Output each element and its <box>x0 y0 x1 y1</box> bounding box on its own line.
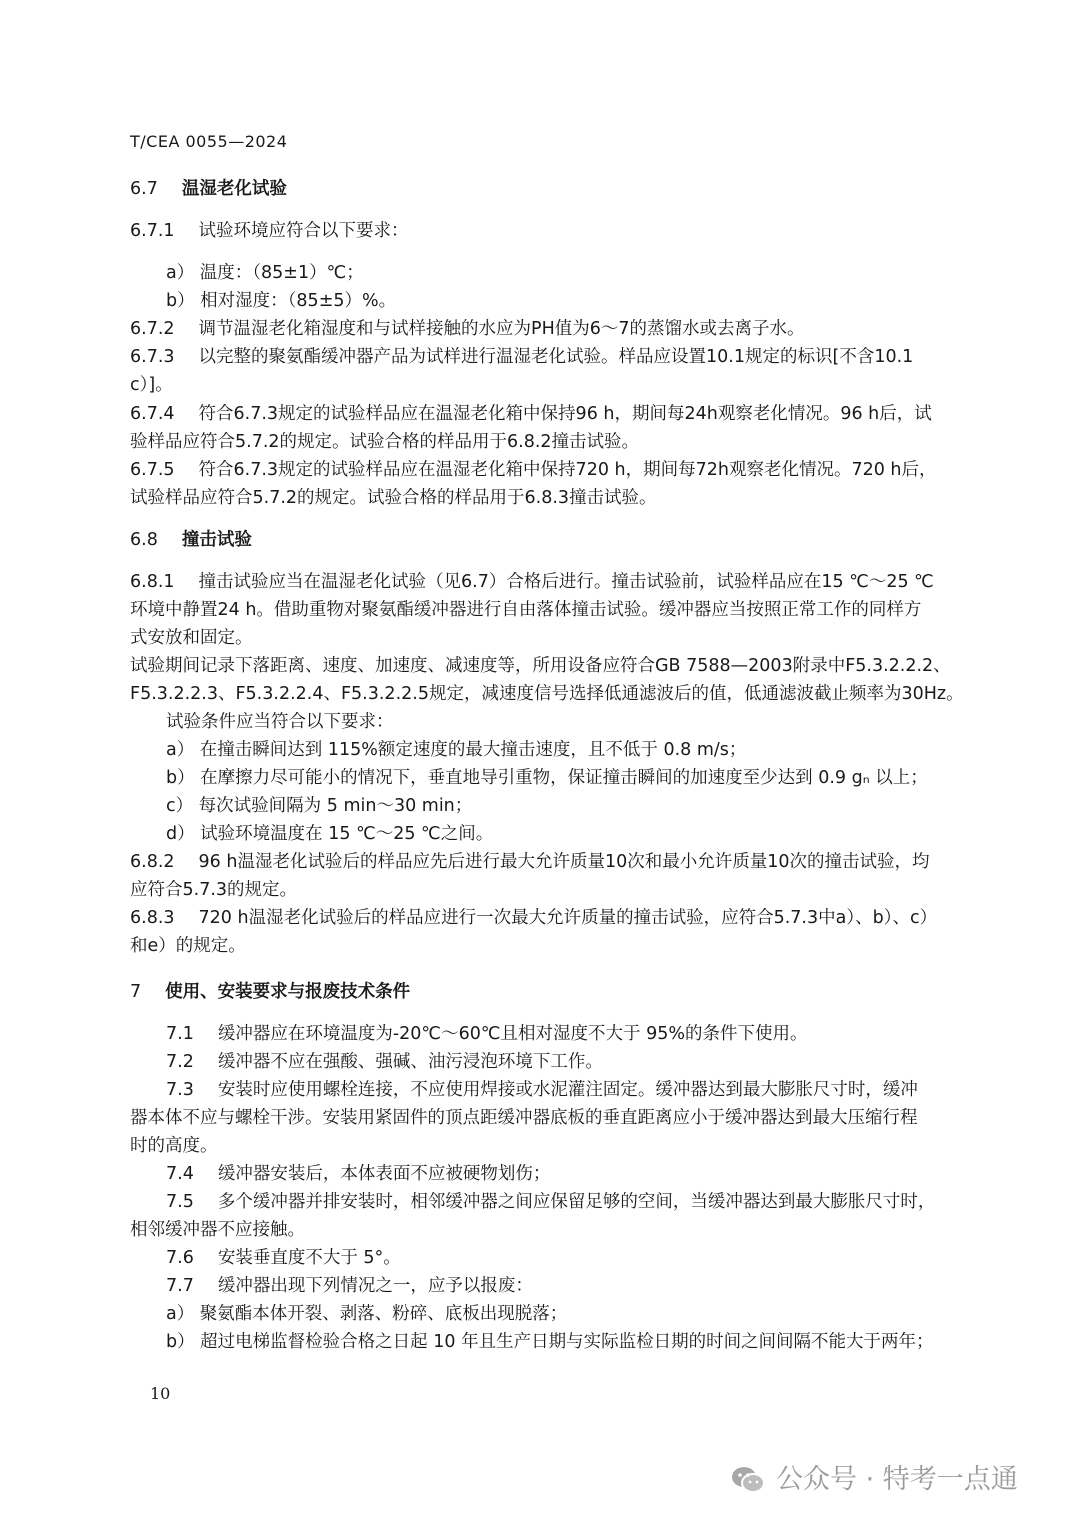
text-line <box>166 262 1016 284</box>
text-line <box>166 823 1016 845</box>
watermark-text: 公众号 · 特考一点通 <box>776 1464 1018 1495</box>
clause-text: b） 超过电梯监督检验合格之日起 10 年且生产日期与实际监检日期的时间之间间隔不能大于两年； <box>166 1332 934 1352</box>
clause-text: 环境中静置24 h。借助重物对聚氨酯缓冲器进行自由落体撞击试验。缓冲器应当按照正常工作的同样方 <box>130 600 922 620</box>
text-line <box>130 879 980 901</box>
clause-number: 6.8.3 <box>130 908 175 928</box>
text-line <box>166 1331 1016 1353</box>
clause-text: a） 温度：（85±1）℃； <box>166 263 364 283</box>
clause-text: 符合6.7.3规定的试验样品应在温湿老化箱中保持720 h，期间每72h观察老化情况。720 h后， <box>198 460 937 480</box>
text-line <box>166 1023 1016 1045</box>
clause-text: 安装垂直度不大于 5°。 <box>217 1248 401 1268</box>
text-line <box>130 374 980 396</box>
clause-text: 温湿老化试验 <box>181 179 287 199</box>
clause-number: 6.7.5 <box>130 460 175 480</box>
clause-text: b） 相对湿度：（85±5）%。 <box>166 291 397 311</box>
text-line <box>130 655 980 677</box>
clause-text: 试验条件应当符合以下要求： <box>166 712 394 732</box>
text-line <box>130 981 980 1003</box>
clause-number: 7.3 <box>166 1080 194 1100</box>
text-line <box>130 459 980 481</box>
text-line <box>130 403 980 425</box>
clause-text: a） 聚氨酯本体开裂、剥落、粉碎、底板出现脱落； <box>166 1304 568 1324</box>
clause-text: 安装时应使用螺栓连接，不应使用焊接或水泥灌注固定。缓冲器达到最大膨胀尺寸时，缓冲 <box>217 1080 918 1100</box>
text-line <box>130 907 980 929</box>
text-line <box>130 178 980 200</box>
clause-number: 6.7.4 <box>130 404 175 424</box>
clause-number: 7.2 <box>166 1052 194 1072</box>
text-line <box>130 1219 980 1241</box>
clause-text: F5.3.2.2.3、F5.3.2.2.4、F5.3.2.2.5规定，减速度信号选择低通滤波后的值，低通滤波截止频率为30Hz。 <box>130 684 964 704</box>
text-line <box>130 220 980 242</box>
text-line <box>166 1275 1016 1297</box>
clause-text: 相邻缓冲器不应接触。 <box>130 1220 305 1240</box>
text-line <box>166 711 1016 733</box>
clause-number: 6.7.1 <box>130 221 175 241</box>
text-line <box>130 935 980 957</box>
clause-number: 7.5 <box>166 1192 194 1212</box>
text-line <box>166 795 1016 817</box>
clause-text: 试验环境应符合以下要求： <box>198 221 409 241</box>
text-line <box>130 431 980 453</box>
clause-number: 6.8.1 <box>130 572 175 592</box>
clause-number: 6.8.2 <box>130 852 175 872</box>
clause-text: c） 每次试验间隔为 5 min～30 min； <box>166 796 473 816</box>
text-line <box>130 1107 980 1129</box>
text-line <box>166 290 1016 312</box>
clause-number: 7.6 <box>166 1248 194 1268</box>
clause-text: 时的高度。 <box>130 1136 218 1156</box>
wechat-icon <box>730 1464 766 1496</box>
clause-text: 96 h温湿老化试验后的样品应先后进行最大允许质量10次和最小允许质量10次的撞击试验，均 <box>198 852 930 872</box>
text-line <box>130 851 980 873</box>
clause-number: 7.7 <box>166 1276 194 1296</box>
clause-number: 7.1 <box>166 1024 194 1044</box>
text-line <box>166 767 1016 789</box>
text-line <box>166 739 1016 761</box>
text-line <box>130 529 980 551</box>
clause-text: 器本体不应与螺栓干涉。安装用紧固件的顶点距缓冲器底板的垂直距离应小于缓冲器达到最大压缩行程 <box>130 1108 918 1128</box>
document-code: T/CEA 0055—2024 <box>130 132 288 151</box>
clause-text: 以完整的聚氨酯缓冲器产品为试样进行温湿老化试验。样品应设置10.1规定的标识[不含10.1 <box>198 347 914 367</box>
text-line <box>130 571 980 593</box>
clause-text: 应符合5.7.3的规定。 <box>130 880 298 900</box>
clause-text: 试验样品应符合5.7.2的规定。试验合格的样品用于6.8.3撞击试验。 <box>130 488 657 508</box>
text-line <box>130 346 980 368</box>
clause-text: 多个缓冲器并排安装时，相邻缓冲器之间应保留足够的空间，当缓冲器达到最大膨胀尺寸时， <box>217 1192 936 1212</box>
clause-text: c）]。 <box>130 375 173 395</box>
watermark <box>730 1462 1060 1498</box>
clause-text: 符合6.7.3规定的试验样品应在温湿老化箱中保持96 h，期间每24h观察老化情况。96 h后，试 <box>198 404 932 424</box>
clause-text: 使用、安装要求与报废技术条件 <box>165 982 411 1002</box>
clause-text: d） 试验环境温度在 15 ℃～25 ℃之间。 <box>166 824 494 844</box>
clause-text: 缓冲器不应在强酸、强碱、油污浸泡环境下工作。 <box>217 1052 603 1072</box>
clause-text: 缓冲器安装后，本体表面不应被硬物划伤； <box>217 1164 551 1184</box>
clause-number: 6.7.2 <box>130 319 175 339</box>
clause-number: 7 <box>130 982 142 1002</box>
clause-text: 式安放和固定。 <box>130 628 253 648</box>
text-line <box>166 1079 1016 1101</box>
text-line <box>130 487 980 509</box>
clause-text: 撞击试验应当在温湿老化试验（见6.7）合格后进行。撞击试验前，试验样品应在15 ℃～25 ℃ <box>198 572 934 592</box>
clause-number: 6.7 <box>130 179 158 199</box>
clause-text: 720 h温湿老化试验后的样品应进行一次最大允许质量的撞击试验，应符合5.7.3中a）、b）、c） <box>198 908 938 928</box>
text-line <box>130 683 980 705</box>
clause-text: 缓冲器应在环境温度为-20℃～60℃且相对湿度不大于 95%的条件下使用。 <box>217 1024 808 1044</box>
clause-number: 6.8 <box>130 530 158 550</box>
clause-text: 撞击试验 <box>181 530 252 550</box>
clause-text: 调节温湿老化箱湿度和与试样接触的水应为PH值为6～7的蒸馏水或去离子水。 <box>198 319 805 339</box>
text-line <box>166 1303 1016 1325</box>
clause-text: 和e）的规定。 <box>130 936 246 956</box>
text-line <box>166 1163 1016 1185</box>
clause-number: 6.7.3 <box>130 347 175 367</box>
clause-text: 试验期间记录下落距离、速度、加速度、减速度等，所用设备应符合GB 7588—2003附录中F5.3.2.2.2、 <box>130 656 951 676</box>
text-line <box>166 1247 1016 1269</box>
clause-text: a） 在撞击瞬间达到 115%额定速度的最大撞击速度，且不低于 0.8 m/s； <box>166 740 747 760</box>
text-line <box>130 1135 980 1157</box>
text-line <box>166 1191 1016 1213</box>
text-line <box>166 1051 1016 1073</box>
text-line <box>130 318 980 340</box>
clause-text: 验样品应符合5.7.2的规定。试验合格的样品用于6.8.2撞击试验。 <box>130 432 640 452</box>
page-number: 10 <box>150 1384 171 1403</box>
clause-text: b） 在摩擦力尽可能小的情况下，垂直地导引重物，保证撞击瞬间的加速度至少达到 0.9 gₙ 以上； <box>166 768 928 788</box>
clause-text: 缓冲器出现下列情况之一，应予以报废： <box>217 1276 533 1296</box>
text-line <box>130 627 980 649</box>
clause-number: 7.4 <box>166 1164 194 1184</box>
text-line <box>130 599 980 621</box>
